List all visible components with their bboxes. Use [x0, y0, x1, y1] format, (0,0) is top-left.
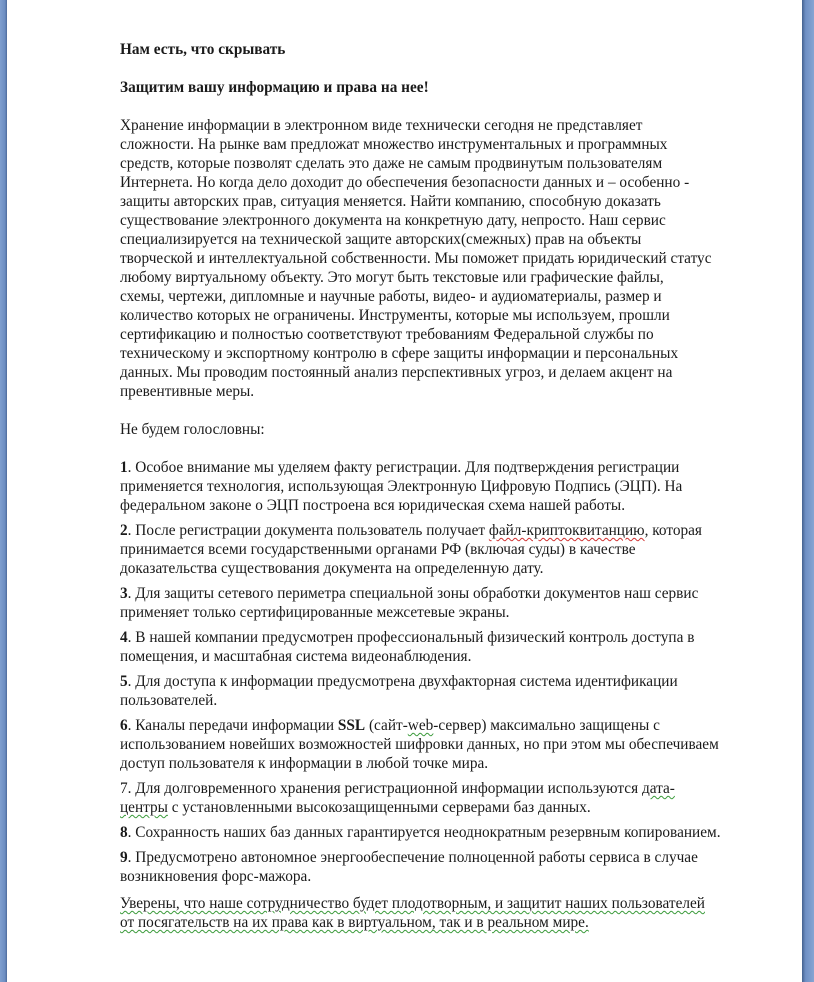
item-number: 7: [120, 780, 128, 797]
item-text: . Особое внимание мы уделяем факту регистрации. Для подтверждения регистрации: [127, 459, 680, 476]
intro-line: любому виртуальному объекту. Это могут быть текстовые или графические файлы,: [120, 269, 664, 286]
item-text: федеральном законе о ЭЦП построена вся юридическая схема нашей работы.: [120, 497, 626, 514]
intro-line: защиты авторских прав, ситуация меняется. Найти компанию, способную доказать: [120, 193, 661, 210]
document-page[interactable]: [120, 40, 760, 932]
intro-paragraph: [120, 116, 760, 401]
item-text: , которая: [644, 522, 702, 539]
item-text: применяет только сертифицированные межсетевые экраны.: [120, 604, 510, 621]
item-text: пользователей.: [120, 692, 218, 709]
list-item: [120, 521, 760, 578]
item-text: . Для защиты сетевого периметра специальной зоны обработки документов наш сервис: [127, 585, 699, 602]
item-text: . Каналы передачи информации: [127, 717, 338, 734]
item-number: 6: [120, 717, 128, 734]
closing-line: Уверены, что наше сотрудничество будет плодотворным, и защитит наших пользователей: [120, 895, 705, 912]
item-number: 5: [120, 673, 128, 690]
item-text: . В нашей компании предусмотрен профессиональный физический контроль доступа в: [127, 629, 695, 646]
ssl-term: SSL: [337, 717, 366, 734]
intro-line: схемы, чертежи, дипломные и научные работы, видео- и аудиоматериалы, размер и: [120, 288, 662, 305]
item-number: 8: [120, 824, 128, 841]
list-item: [120, 584, 760, 622]
intro-line: существование электронного документа на конкретную дату, непросто. Наш сервис: [120, 212, 666, 229]
intro-line: количество которых не ограничены. Инструменты, которые мы используем, прошли: [120, 307, 670, 324]
grammar-flagged-word[interactable]: дата-: [641, 780, 675, 797]
spelling-flagged-word[interactable]: файл-криптоквитанцию: [488, 522, 645, 539]
list-item: [120, 628, 760, 666]
list-item: [120, 823, 760, 842]
intro-line: средств, которые позволят сделать это даже не самым продвинутым пользователям: [120, 155, 663, 172]
item-text: использованием новейших возможностей шифровки данных, но при этом мы обеспечиваем: [120, 736, 719, 753]
intro-line: сложности. На рынке вам предложат множество инструментальных и программных: [120, 136, 668, 153]
list-item: [120, 848, 760, 886]
intro-line: техническому и экспортному контролю в сфере защиты информации и персональных: [120, 345, 679, 362]
intro-line: специализируется на технической защите авторских(смежных) прав на объекты: [120, 231, 642, 248]
item-text: доступ пользователя к информации в любой точке мира.: [120, 755, 489, 772]
item-number: 9: [120, 849, 128, 866]
list-item: [120, 716, 760, 773]
item-text: -сервер) максимально защищены с: [433, 717, 660, 734]
window-right-edge: [802, 0, 814, 982]
intro-line: Интернета. Но когда дело доходит до обеспечения безопасности данных и – особенно -: [120, 174, 690, 191]
item-text: . Сохранность наших баз данных гарантируется неоднократным резервным копированием.: [127, 824, 721, 841]
item-text: . После регистрации документа пользователь получает: [127, 522, 489, 539]
document-title: Нам есть, что скрывать: [120, 41, 286, 58]
intro-line: данных. Мы проводим постоянный анализ перспективных угроз, и делаем акцент на: [120, 364, 673, 381]
item-number: 3: [120, 585, 128, 602]
window-left-edge: [0, 0, 7, 982]
intro-line: превентивные меры.: [120, 383, 255, 400]
item-text: с установленными высокозащищенными серверами баз данных.: [167, 799, 591, 816]
closing-paragraph: [120, 894, 760, 932]
list-item: [120, 779, 760, 817]
list-item: [120, 672, 760, 710]
item-text: . Для доступа к информации предусмотрена двухфакторная система идентификации: [127, 673, 678, 690]
item-text: принимается всеми государственными органами РФ (включая суды) в качестве: [120, 541, 636, 558]
item-number: 1: [120, 459, 128, 476]
item-text: (сайт-: [365, 717, 408, 734]
item-text: возникновения форс-мажора.: [120, 868, 312, 885]
intro-line: Хранение информации в электронном виде технически сегодня не представляет: [120, 117, 643, 134]
grammar-flagged-word[interactable]: web: [407, 717, 434, 734]
item-text: доказательства существования документа на определенную дату.: [120, 560, 544, 577]
item-text: применяется технология, использующая Электронную Цифровую Подпись (ЭЦП). На: [120, 478, 683, 495]
lead-text: Не будем голословны:: [120, 421, 265, 438]
item-text: помещения, и масштабная система видеонаблюдения.: [120, 648, 472, 665]
grammar-flagged-word[interactable]: центры: [120, 799, 168, 816]
closing-line: от посягательств на их права как в виртуальном, так и в реальном мире.: [120, 914, 589, 931]
item-text: . Предусмотрено автономное энергообеспечение полноценной работы сервиса в случае: [127, 849, 698, 866]
document-subtitle: Защитим вашу информацию и права на нее!: [120, 79, 429, 96]
item-number: 4: [120, 629, 128, 646]
intro-line: сертификацию и полностью соответствуют требованиям Федеральной службы по: [120, 326, 654, 343]
item-number: 2: [120, 522, 128, 539]
intro-line: творческой и интеллектуальной собственности. Мы поможет придать юридический статус: [120, 250, 712, 267]
list-item: [120, 458, 760, 515]
item-text: . Для долговременного хранения регистрационной информации используются: [127, 780, 642, 797]
